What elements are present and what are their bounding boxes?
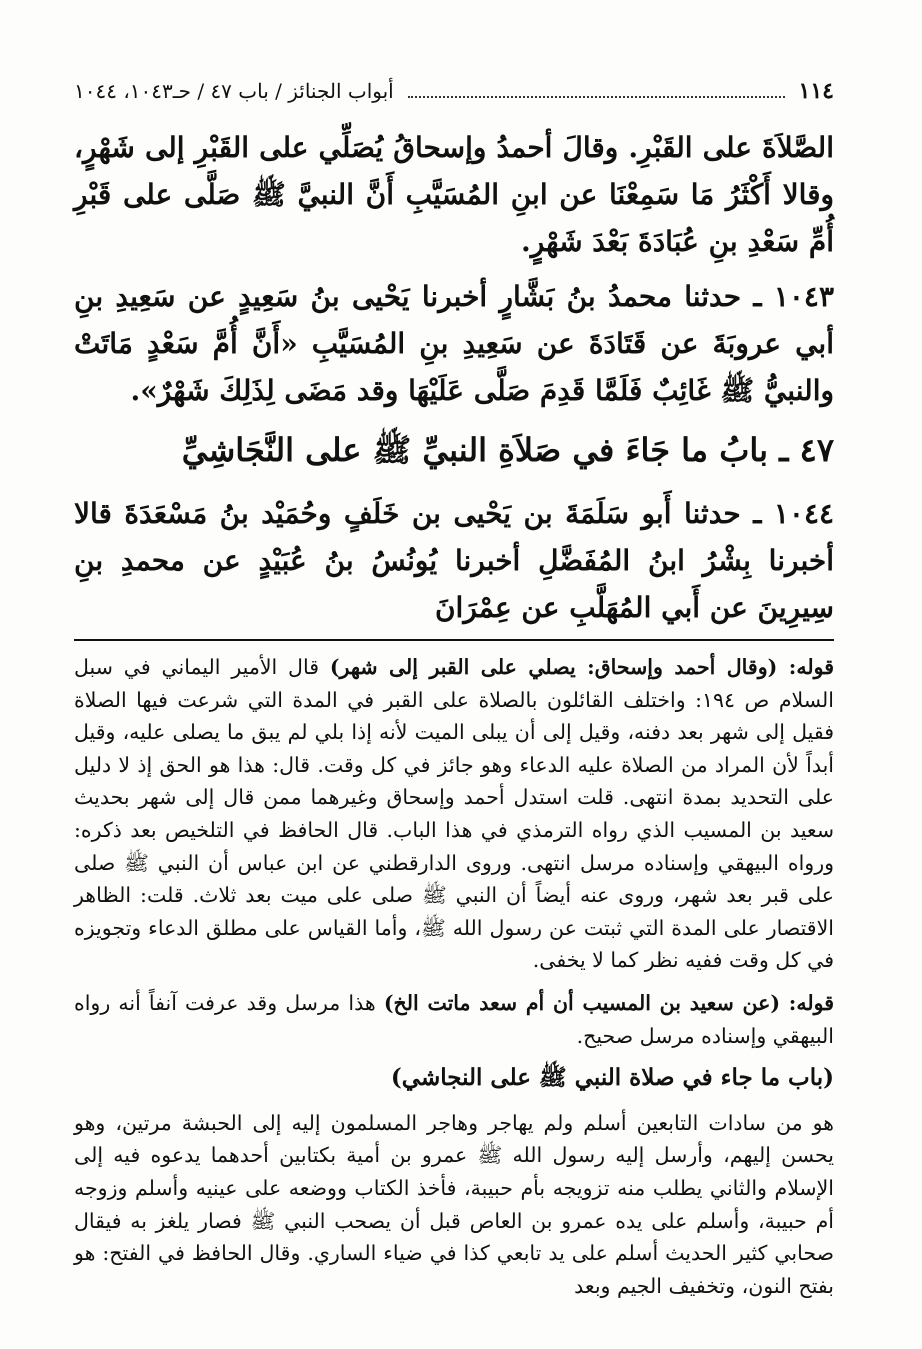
page-number: ١١٤ bbox=[798, 78, 834, 104]
commentary-text: قال الأمير اليماني في سبل السلام ص ١٩٤: واختلف القائلون بالصلاة على القبر في المدة التي شرعت فيها الصلاة فقيل إلى شهر بعد دفنه، وقيل إلى أن يبلى الميت لأنه إذا بلي لم يبق ما يصلى عليه، وقيل أبداً لأن المراد من الصلاة عليه الدعاء وهو جائز في كل وقت. قال: هذا هو الحق إذ لا دليل على التحديد بمدة انتهى. قلت استدل أحمد وإسحاق وغيرهما ممن قال إلى شهر بحديث سعيد بن المسيب الذي رواه الترمذي في هذا الباب. قال الحافظ في التلخيص بعد ذكره: ورواه البيهقي وإسناده مرسل انتهى. وروى الدارقطني عن ابن عباس أن النبي ﷺ صلى على قبر بعد شهر، وروى عنه أيضاً أن النبي ﷺ صلى على ميت بعد ثلاث. قلت: الظاهر الاقتصار على المدة التي ثبتت عن رسول الله ﷺ، وأما القياس على مطلق الدعاء وتجويزه في كل وقت ففيه نظر كما لا يخفى. bbox=[74, 655, 834, 973]
header-dotted-leader bbox=[408, 95, 785, 98]
hadith-text: حدثنا أَبو سَلَمَةَ بن يَحْيى بن خَلَفٍ وحُمَيْد بنُ مَسْعَدَةَ قالا أخبرنا بِشْرُ ابنُ المُفَضَّلِ أخبرنا يُونُسُ بنُ عُبَيْدٍ عن محمدِ بنِ سِيرِينَ عن أَبي المُهَلَّبِ عن عِمْرَانَ bbox=[74, 497, 834, 624]
hadith-number: ١٠٤٤ ـ bbox=[753, 497, 835, 530]
hadith-1044 bbox=[74, 490, 834, 631]
footnote-divider bbox=[74, 639, 834, 641]
commentary bbox=[74, 651, 834, 1302]
commentary-paragraph bbox=[74, 987, 834, 1052]
commentary-lemma: قوله: (عن سعيد بن المسيب أن أم سعد ماتت الخ) bbox=[383, 990, 834, 1015]
commentary-paragraph: هو من سادات التابعين أسلم ولم يهاجر وهاجر المسلمون إليه إلى الحبشة مرتين، وهو يحسن إليهم، وأرسل إليه رسول الله ﷺ عمرو بن أمية بكتابين أحدهما يدعوه فيه إلى الإسلام والثاني يطلب منه تزويجه بأم حبيبة، فأخذ الكتاب ووضعه على عينيه وأسلم وزوجه أم حبيبة، وأسلم على يده عمرو بن العاص قبل أن يصحب النبي ﷺ فصار يلغز به فيقال صحابي كثير الحديث أسلم على يد تابعي كذا في ضياء الساري. وقال الحافظ في الفتح: هو بفتح النون، وتخفيف الجيم وبعد bbox=[74, 1110, 834, 1298]
commentary-subheading: (باب ما جاء في صلاة النبي ﷺ على النجاشي) bbox=[390, 1064, 834, 1092]
commentary-text: هذا مرسل وقد عرفت آنفاً أنه رواه البيهقي وإسناده مرسل صحيح. bbox=[74, 990, 834, 1048]
hadith-1043 bbox=[74, 273, 834, 414]
page-header bbox=[74, 78, 834, 114]
main-text bbox=[74, 124, 834, 631]
commentary-paragraph bbox=[74, 651, 834, 977]
commentary-lemma: قوله: (وقال أحمد وإسحاق: يصلي على القبر إلى شهر) bbox=[329, 655, 834, 679]
hadith-text: حدثنا محمدُ بنُ بَشَّارٍ أخبرنا يَحْيى بنُ سَعِيدٍ عن سَعِيدِ بنِ أبي عروبَةَ عن قَتَادَةَ عن سَعِيدِ بنِ المُسَيَّبِ «أَنَّ أُمَّ سَعْدٍ مَاتَتْ والنبيُّ ﷺ غَائِبٌ فَلَمَّا قَدِمَ صَلَّى عَلَيْهَا وقد مَضَى لِذَلِكَ شَهْرٌ». bbox=[74, 280, 834, 407]
chapter-heading: ٤٧ ـ بابُ ما جَاءَ في صَلاَةِ النبيِّ ﷺ على النَّجَاشِيِّ bbox=[181, 431, 834, 469]
main-paragraph: الصَّلاَةَ على القَبْرِ. وقالَ أحمدُ وإسحاقُ يُصَلِّي على القَبْرِ إلى شَهْرٍ، وقالا أَكْثَرُ مَا سَمِعْنَا عن ابنِ المُسَيَّبِ أَنَّ النبيَّ ﷺ صَلَّى على قَبْرِ أُمِّ سَعْدِ بنِ عُبَادَةَ بَعْدَ شَهْرٍ. bbox=[74, 131, 834, 258]
running-title: أبواب الجنائز / باب ٤٧ / حـ١٠٤٣، ١٠٤٤ bbox=[74, 79, 394, 103]
book-page bbox=[74, 78, 834, 1328]
hadith-number: ١٠٤٣ ـ bbox=[753, 280, 834, 313]
